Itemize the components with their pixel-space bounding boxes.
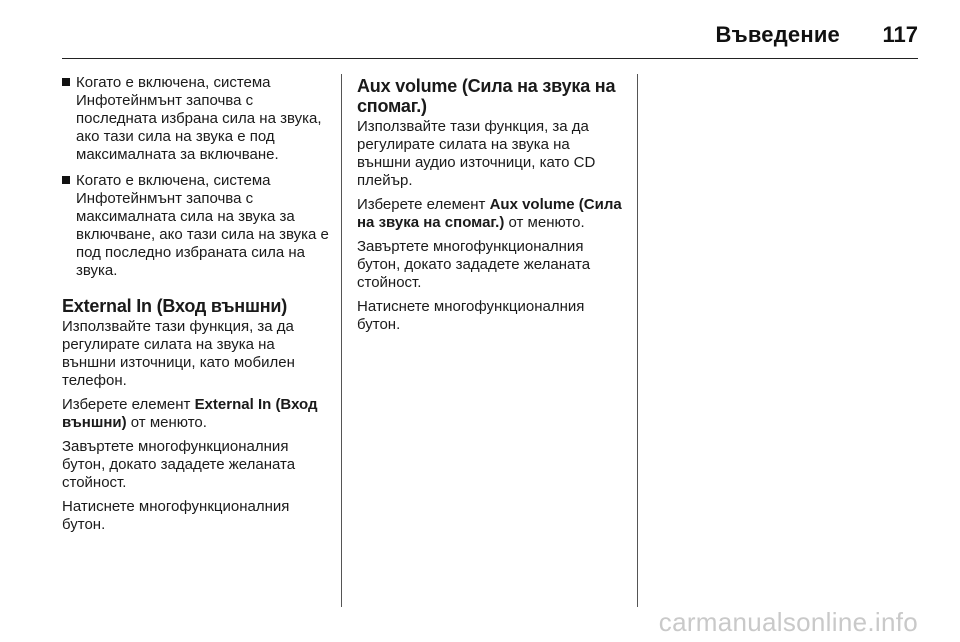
select-instruction xyxy=(62,396,330,432)
select-suffix: от менюто. xyxy=(504,214,585,231)
list-item xyxy=(62,172,330,280)
left-column xyxy=(62,74,330,540)
column-divider xyxy=(637,74,638,607)
chapter-title: Въведение xyxy=(715,22,840,47)
bullet-text: Когато е включена, система Инфотейнмънт започва с последната избрана сила на звука, ако тази сила на звука е под максималната за включване. xyxy=(76,74,322,163)
page-header xyxy=(62,18,918,59)
turn-knob-instruction: Завъртете многофункционалния бутон, докато зададете желаната стойност. xyxy=(357,238,591,291)
press-knob-instruction: Натиснете многофункционалния бутон. xyxy=(62,498,290,533)
bullet-text: Когато е включена, система Инфотейнмънт започва с максималната сила на звука за включване, ако тази сила на звука е под последно избраната сила на звука. xyxy=(76,172,329,279)
menu-item-name: External In (Вход външни) xyxy=(62,396,318,431)
right-column xyxy=(357,74,623,340)
column-divider xyxy=(341,74,342,607)
select-prefix: Изберете елемент xyxy=(62,396,195,413)
section-intro: Използвайте тази функция, за да регулирате силата на звука на външни източници, като мобилен телефон. xyxy=(62,318,295,389)
select-instruction xyxy=(357,196,623,232)
menu-item-name: Aux volume (Сила на звука на спомаг.) xyxy=(357,196,622,231)
square-bullet-icon xyxy=(62,176,70,184)
section-intro: Използвайте тази функция, за да регулирате силата на звука на външни аудио източници, като CD плейър. xyxy=(357,118,596,189)
section-heading-external-in: External In (Вход външни) xyxy=(62,296,288,316)
bullet-list xyxy=(62,74,330,280)
section-heading-aux-volume: Aux volume (Сила на звука на спомаг.) xyxy=(357,76,616,116)
select-suffix: от менюто. xyxy=(126,414,207,431)
list-item xyxy=(62,74,330,164)
page-number: 117 xyxy=(882,22,918,47)
square-bullet-icon xyxy=(62,78,70,86)
turn-knob-instruction: Завъртете многофункционалния бутон, докато зададете желаната стойност. xyxy=(62,438,296,491)
press-knob-instruction: Натиснете многофункционалния бутон. xyxy=(357,298,585,333)
select-prefix: Изберете елемент xyxy=(357,196,490,213)
watermark: carmanualsonline.info xyxy=(658,607,918,637)
